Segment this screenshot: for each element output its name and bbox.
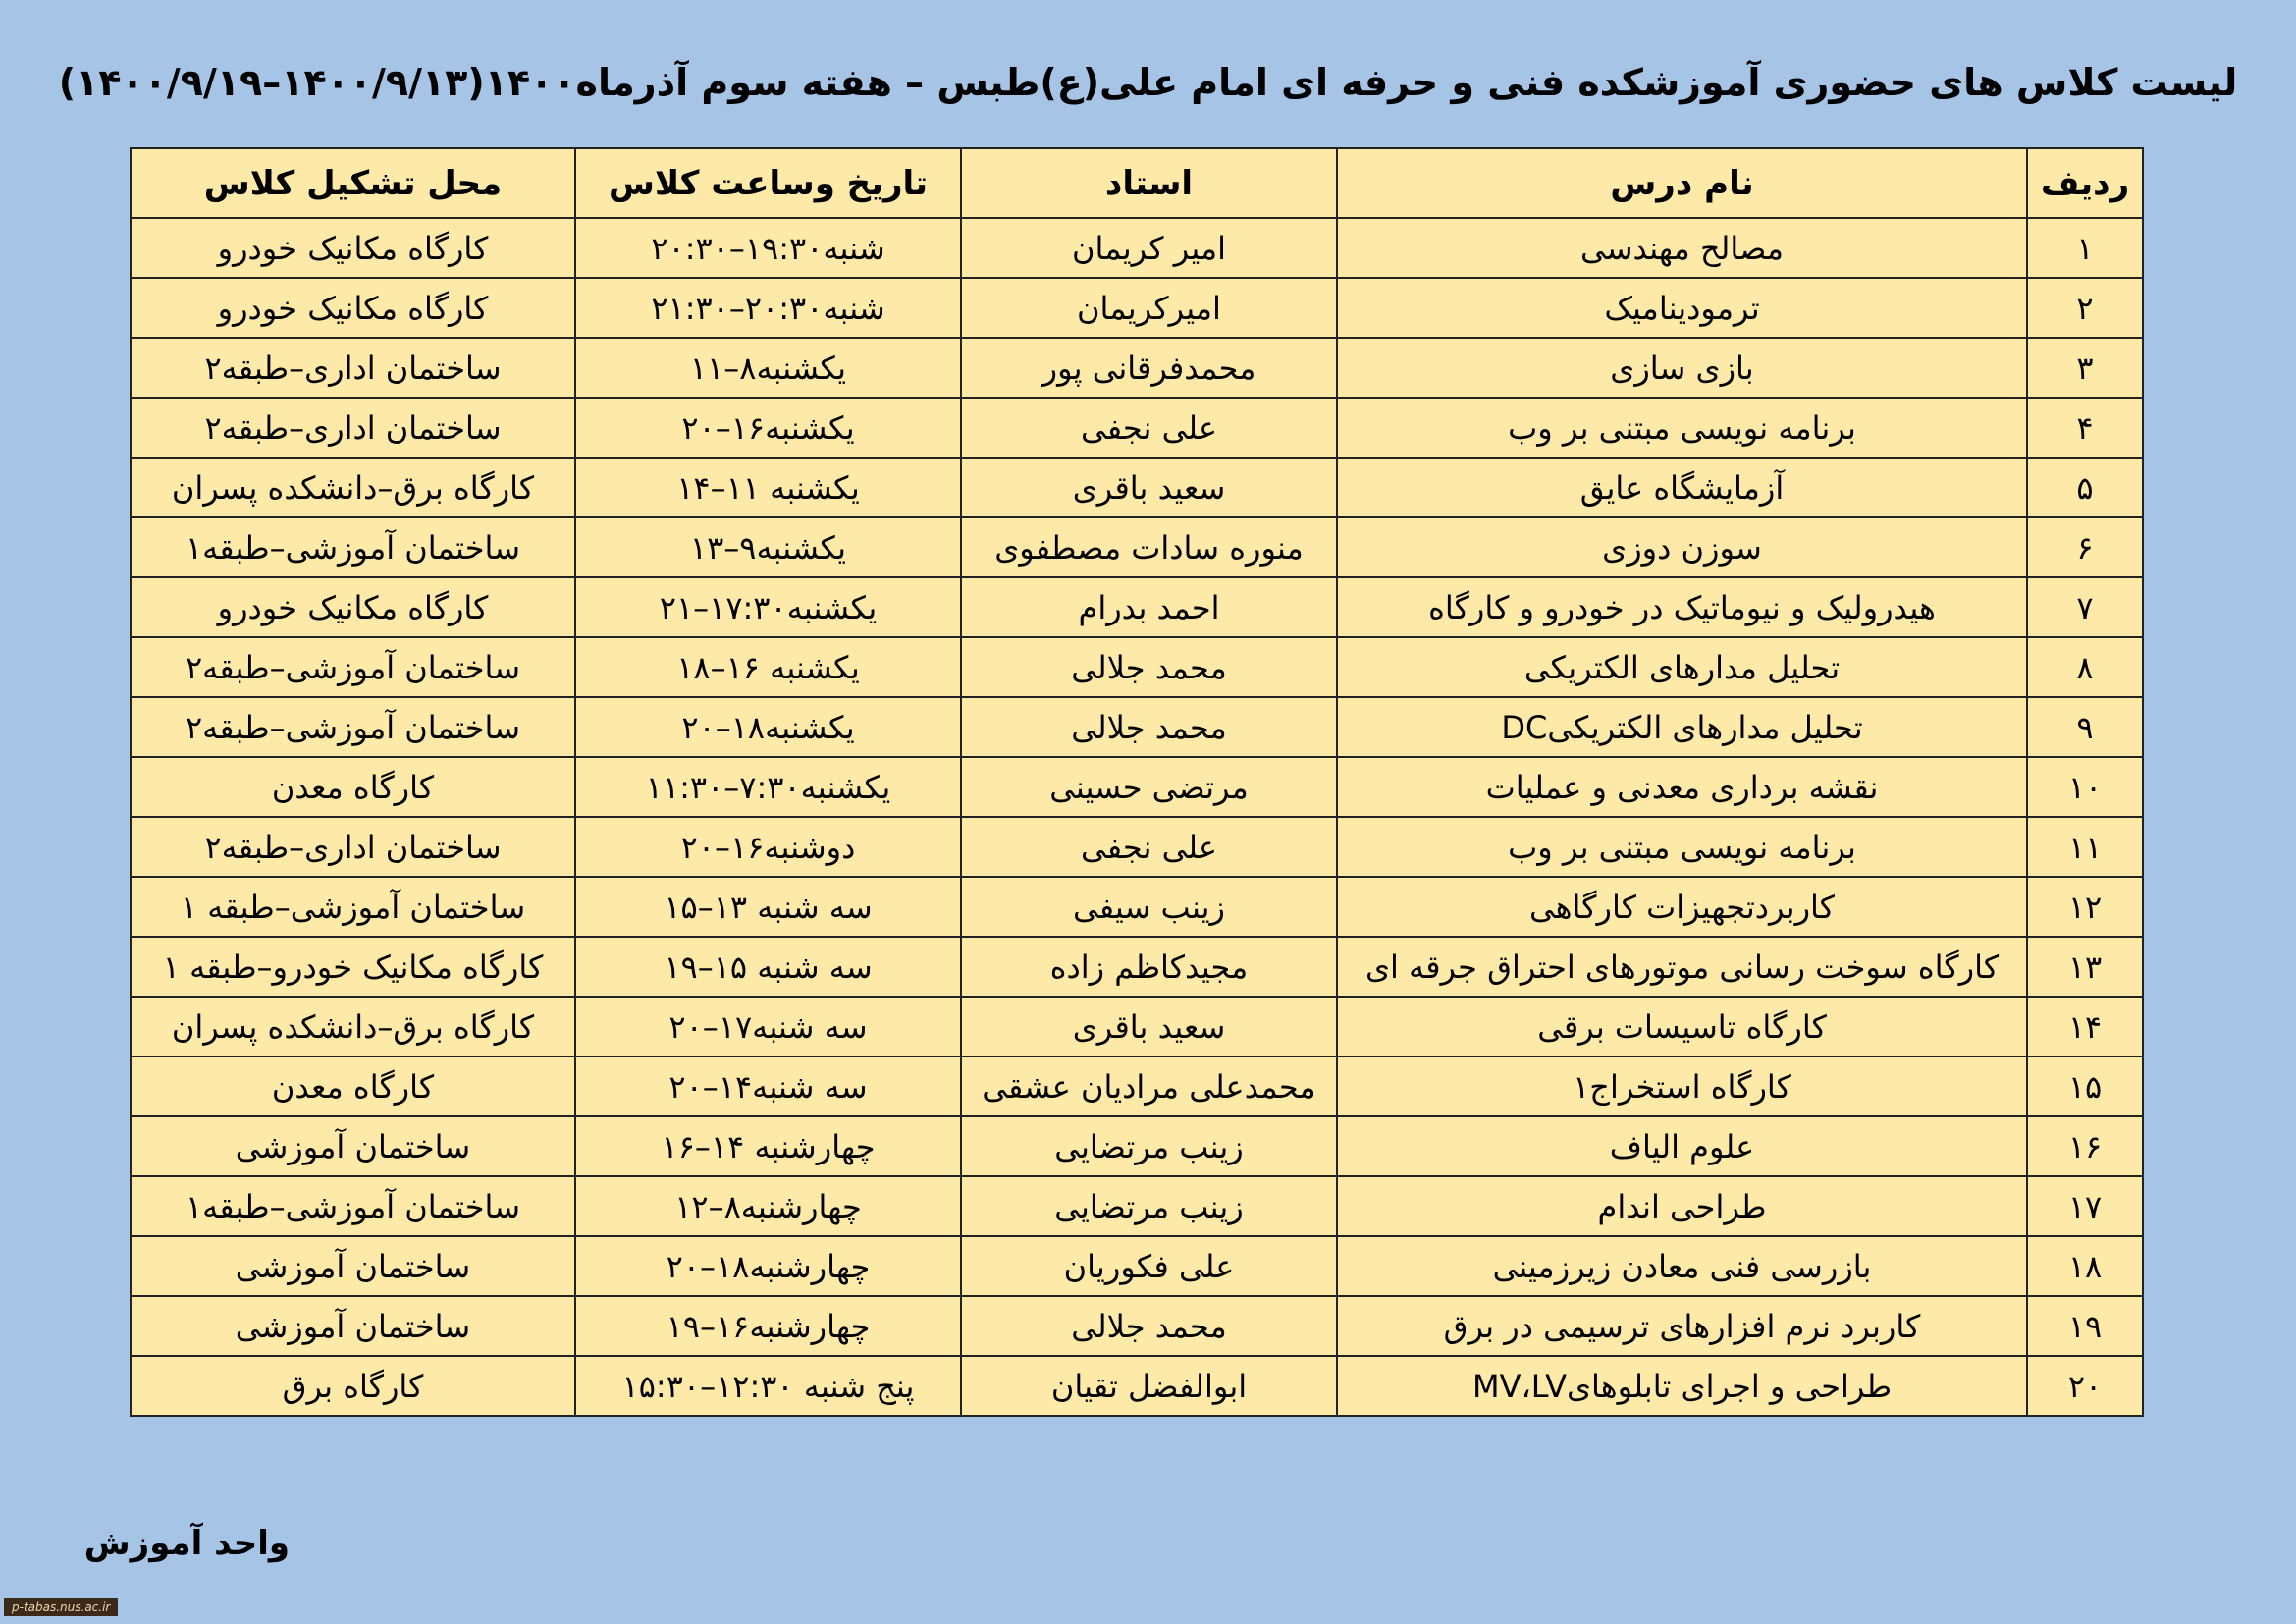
cell-row-number: ۶	[2027, 517, 2143, 577]
table-row	[131, 577, 2143, 637]
table-row	[131, 338, 2143, 398]
cell-location: ساختمان آموزشی	[131, 1236, 575, 1296]
cell-course-name: بازی سازی	[1337, 338, 2027, 398]
cell-course-name: برنامه نویسی مبتنی بر وب	[1337, 817, 2027, 877]
cell-teacher: مجیدکاظم زاده	[961, 937, 1337, 997]
cell-row-number: ۱۹	[2027, 1296, 2143, 1356]
cell-teacher: زینب سیفی	[961, 877, 1337, 937]
cell-location: ساختمان آموزشی	[131, 1116, 575, 1176]
cell-date-time: سه شنبه۱۷–۲۰	[575, 997, 961, 1056]
table-row	[131, 1176, 2143, 1236]
cell-course-name: ترمودینامیک	[1337, 278, 2027, 338]
cell-course-name: کاربردتجهیزات کارگاهی	[1337, 877, 2027, 937]
cell-date-time: یکشنبه ۱۶–۱۸	[575, 637, 961, 697]
cell-location: ساختمان آموزشی	[131, 1296, 575, 1356]
cell-teacher: سعید باقری	[961, 997, 1337, 1056]
cell-row-number: ۲۰	[2027, 1356, 2143, 1416]
cell-teacher: محمد جلالی	[961, 697, 1337, 757]
cell-course-name: مصالح مهندسی	[1337, 218, 2027, 278]
cell-date-time: چهارشنبه۱۶–۱۹	[575, 1296, 961, 1356]
cell-teacher: احمد بدرام	[961, 577, 1337, 637]
table-row	[131, 757, 2143, 817]
cell-location: کارگاه مکانیک خودرو	[131, 278, 575, 338]
page-title: لیست کلاس های حضوری آموزشکده فنی و حرفه ای امام علی(ع)طبس – هفته سوم آذرماه۱۴۰۰(۱۴۰۰/۹/۱۳–۱۴۰۰/۹/۱۹)	[58, 61, 2238, 104]
cell-row-number: ۱۳	[2027, 937, 2143, 997]
cell-teacher: محمدفرقانی پور	[961, 338, 1337, 398]
cell-date-time: شنبه۲۰:۳۰–۲۱:۳۰	[575, 278, 961, 338]
cell-teacher: علی نجفی	[961, 398, 1337, 458]
cell-date-time: یکشنبه۷:۳۰–۱۱:۳۰	[575, 757, 961, 817]
cell-teacher: علی نجفی	[961, 817, 1337, 877]
cell-row-number: ۴	[2027, 398, 2143, 458]
cell-row-number: ۸	[2027, 637, 2143, 697]
cell-row-number: ۱۴	[2027, 997, 2143, 1056]
cell-location: کارگاه معدن	[131, 1056, 575, 1116]
cell-row-number: ۱۵	[2027, 1056, 2143, 1116]
cell-teacher: زینب مرتضایی	[961, 1116, 1337, 1176]
cell-teacher: محمد جلالی	[961, 637, 1337, 697]
table-row	[131, 637, 2143, 697]
cell-date-time: چهارشنبه۸–۱۲	[575, 1176, 961, 1236]
cell-course-name: کارگاه استخراج۱	[1337, 1056, 2027, 1116]
cell-date-time: چهارشنبه ۱۴–۱۶	[575, 1116, 961, 1176]
cell-row-number: ۱۲	[2027, 877, 2143, 937]
cell-teacher: علی فکوریان	[961, 1236, 1337, 1296]
cell-date-time: شنبه۱۹:۳۰–۲۰:۳۰	[575, 218, 961, 278]
cell-teacher: منوره سادات مصطفوی	[961, 517, 1337, 577]
table-row	[131, 937, 2143, 997]
cell-teacher: زینب مرتضایی	[961, 1176, 1337, 1236]
cell-date-time: پنج شنبه ۱۲:۳۰–۱۵:۳۰	[575, 1356, 961, 1416]
cell-teacher: سعید باقری	[961, 458, 1337, 517]
footer-education-unit: واحد آموزش	[83, 1524, 290, 1563]
table-header-row	[131, 148, 2143, 218]
cell-date-time: سه شنبه ۱۵–۱۹	[575, 937, 961, 997]
cell-date-time: یکشنبه۱۸–۲۰	[575, 697, 961, 757]
table-row	[131, 1056, 2143, 1116]
cell-course-name: طراحی اندام	[1337, 1176, 2027, 1236]
class-schedule-table	[130, 147, 2144, 1417]
cell-course-name: هیدرولیک و نیوماتیک در خودرو و کارگاه	[1337, 577, 2027, 637]
cell-location: کارگاه برق	[131, 1356, 575, 1416]
site-watermark: p-tabas.nus.ac.ir	[4, 1598, 118, 1616]
cell-course-name: برنامه نویسی مبتنی بر وب	[1337, 398, 2027, 458]
cell-row-number: ۷	[2027, 577, 2143, 637]
cell-teacher: ابوالفضل تقیان	[961, 1356, 1337, 1416]
cell-row-number: ۵	[2027, 458, 2143, 517]
cell-row-number: ۹	[2027, 697, 2143, 757]
cell-row-number: ۱۰	[2027, 757, 2143, 817]
cell-date-time: یکشنبه ۱۱–۱۴	[575, 458, 961, 517]
cell-course-name: کاربرد نرم افزارهای ترسیمی در برق	[1337, 1296, 2027, 1356]
cell-course-name: کارگاه سوخت رسانی موتورهای احتراق جرقه ای	[1337, 937, 2027, 997]
header-teacher: استاد	[961, 148, 1337, 218]
cell-course-name: کارگاه تاسیسات برقی	[1337, 997, 2027, 1056]
table-row	[131, 1236, 2143, 1296]
cell-teacher: امیرکریمان	[961, 278, 1337, 338]
cell-location: ساختمان آموزشی–طبقه۱	[131, 517, 575, 577]
table-row	[131, 817, 2143, 877]
cell-location: کارگاه برق–دانشکده پسران	[131, 997, 575, 1056]
cell-row-number: ۲	[2027, 278, 2143, 338]
cell-date-time: سه شنبه۱۴–۲۰	[575, 1056, 961, 1116]
cell-date-time: یکشنبه۸–۱۱	[575, 338, 961, 398]
cell-location: کارگاه معدن	[131, 757, 575, 817]
table-row	[131, 997, 2143, 1056]
table-row	[131, 278, 2143, 338]
header-row-number: ردیف	[2027, 148, 2143, 218]
cell-teacher: مرتضی حسینی	[961, 757, 1337, 817]
cell-location: ساختمان اداری–طبقه۲	[131, 398, 575, 458]
cell-row-number: ۱۷	[2027, 1176, 2143, 1236]
cell-location: ساختمان اداری–طبقه۲	[131, 817, 575, 877]
cell-course-name: طراحی و اجرای تابلوهایMV،LV	[1337, 1356, 2027, 1416]
cell-course-name: علوم الیاف	[1337, 1116, 2027, 1176]
cell-row-number: ۱۶	[2027, 1116, 2143, 1176]
cell-course-name: آزمایشگاه عایق	[1337, 458, 2027, 517]
cell-date-time: یکشنبه۱۶–۲۰	[575, 398, 961, 458]
cell-teacher: محمد جلالی	[961, 1296, 1337, 1356]
cell-location: کارگاه مکانیک خودرو–طبقه ۱	[131, 937, 575, 997]
cell-row-number: ۱۱	[2027, 817, 2143, 877]
cell-course-name: تحلیل مدارهای الکتریکی	[1337, 637, 2027, 697]
cell-date-time: سه شنبه ۱۳–۱۵	[575, 877, 961, 937]
cell-location: کارگاه برق–دانشکده پسران	[131, 458, 575, 517]
table-row	[131, 1296, 2143, 1356]
cell-date-time: دوشنبه۱۶–۲۰	[575, 817, 961, 877]
cell-course-name: تحلیل مدارهای الکتریکیDC	[1337, 697, 2027, 757]
cell-date-time: یکشنبه۱۷:۳۰–۲۱	[575, 577, 961, 637]
header-date-time: تاریخ وساعت کلاس	[575, 148, 961, 218]
cell-course-name: بازرسی فنی معادن زیرزمینی	[1337, 1236, 2027, 1296]
header-course-name: نام درس	[1337, 148, 2027, 218]
table-row	[131, 697, 2143, 757]
table-row	[131, 1356, 2143, 1416]
cell-teacher: امیر کریمان	[961, 218, 1337, 278]
cell-location: ساختمان آموزشی–طبقه ۱	[131, 877, 575, 937]
table-row	[131, 517, 2143, 577]
table-row	[131, 1116, 2143, 1176]
cell-date-time: یکشنبه۹–۱۳	[575, 517, 961, 577]
cell-location: ساختمان آموزشی–طبقه۲	[131, 637, 575, 697]
cell-course-name: نقشه برداری معدنی و عملیات	[1337, 757, 2027, 817]
cell-location: ساختمان آموزشی–طبقه۱	[131, 1176, 575, 1236]
cell-row-number: ۱	[2027, 218, 2143, 278]
cell-date-time: چهارشنبه۱۸–۲۰	[575, 1236, 961, 1296]
table-row	[131, 398, 2143, 458]
cell-location: کارگاه مکانیک خودرو	[131, 218, 575, 278]
table-row	[131, 218, 2143, 278]
cell-location: ساختمان اداری–طبقه۲	[131, 338, 575, 398]
cell-teacher: محمدعلی مرادیان عشقی	[961, 1056, 1337, 1116]
cell-row-number: ۱۸	[2027, 1236, 2143, 1296]
header-location: محل تشکیل کلاس	[131, 148, 575, 218]
table-row	[131, 877, 2143, 937]
cell-row-number: ۳	[2027, 338, 2143, 398]
cell-course-name: سوزن دوزی	[1337, 517, 2027, 577]
cell-location: کارگاه مکانیک خودرو	[131, 577, 575, 637]
table-row	[131, 458, 2143, 517]
cell-location: ساختمان آموزشی–طبقه۲	[131, 697, 575, 757]
